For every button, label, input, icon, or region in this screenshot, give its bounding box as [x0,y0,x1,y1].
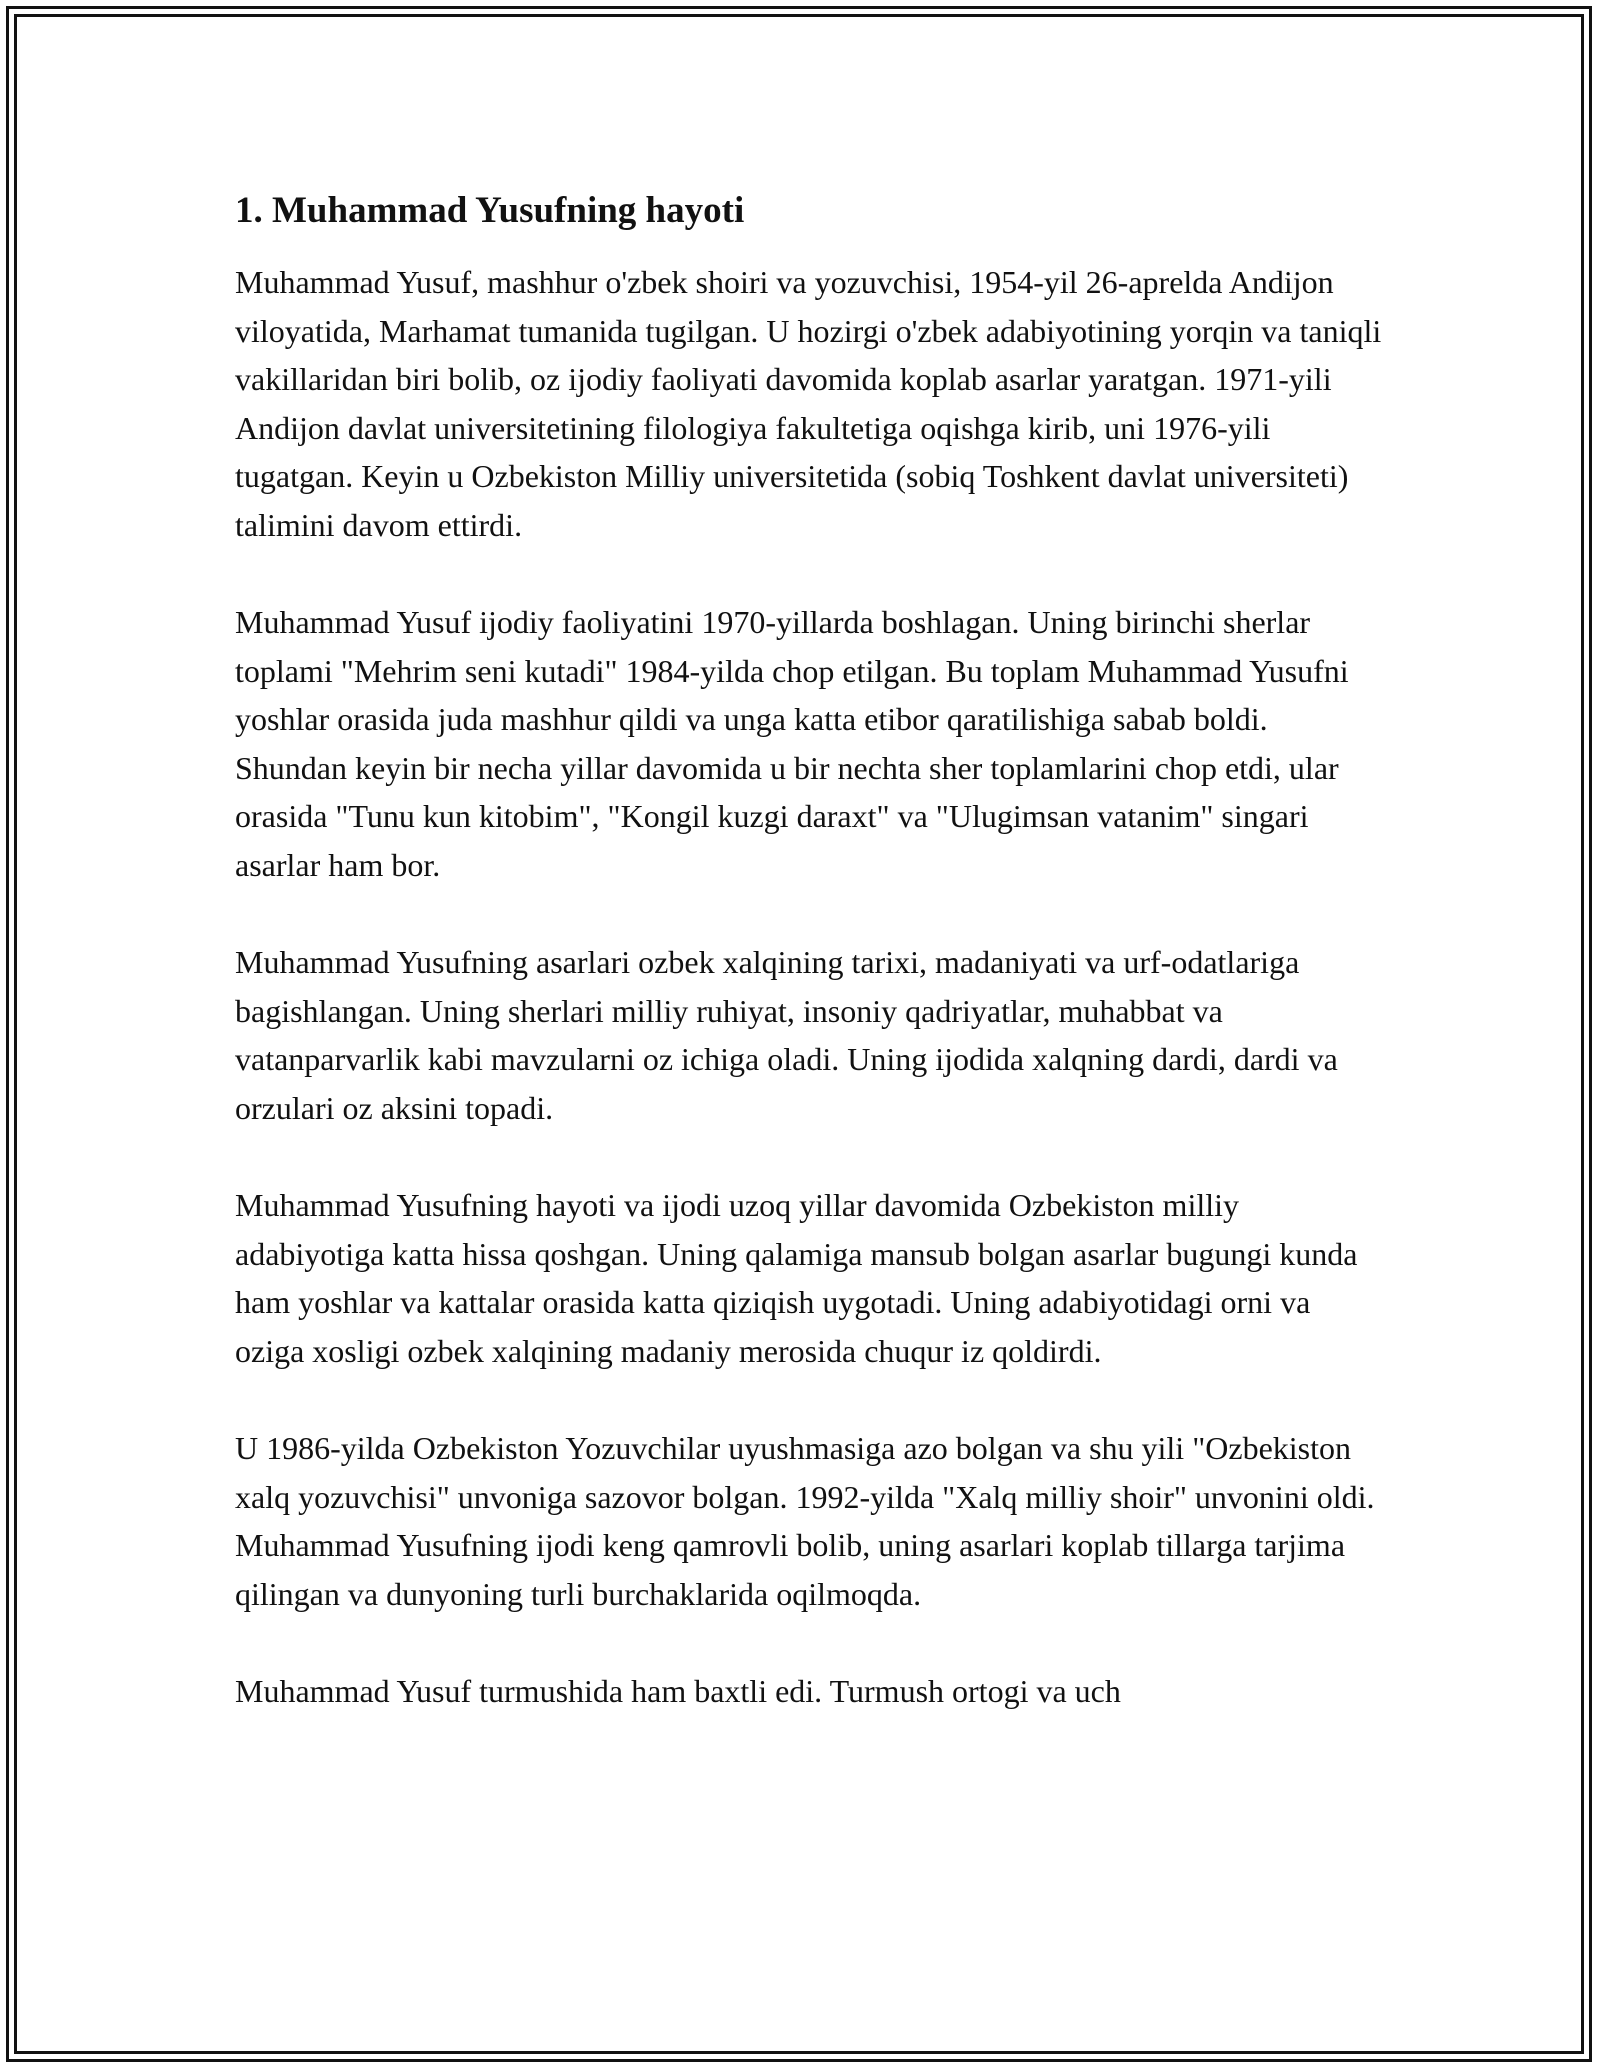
paragraph-4: Muhammad Yusufning hayoti va ijodi uzoq yillar davomida Ozbekiston milliy adabiyotiga katta hissa qoshgan. Uning qalamiga mansub bolgan asarlar bugungi kunda ham yoshlar va kattalar orasida katta qiziqish uygotadi. Uning adabiyotidagi orni va oziga xosligi ozbek xalqining madaniy merosida chuqur iz qoldirdi. [235,1187,1358,1369]
paragraph-2: Muhammad Yusuf ijodiy faoliyatini 1970-yillarda boshlagan. Uning birinchi sherlar toplami "Mehrim seni kutadi" 1984-yilda chop etilgan. Bu toplam Muhammad Yusufni yoshlar orasida juda mashhur qildi va unga katta etibor qaratilishiga sabab boldi. Shundan keyin bir necha yillar davomida u bir nechta sher toplamlarini chop etdi, ular orasida "Tunu kun kitobim", "Kongil kuzgi daraxt" va "Ulugimsan vatanim" singari asarlar ham bor. [235,604,1349,883]
paragraph-6: Muhammad Yusuf turmushida ham baxtli edi. Turmush ortogi va uch [235,1673,1121,1709]
paragraph-1: Muhammad Yusuf, mashhur o'zbek shoiri va yozuvchisi, 1954-yil 26-aprelda Andijon viloyatida, Marhamat tumanida tugilgan. U hozirgi o'zbek adabiyotining yorqin va taniqli vakillaridan biri bolib, oz ijodiy faoliyati davomida koplab asarlar yaratgan. 1971-yili Andijon davlat universitetining filologiya fakultetiga oqishga kirib, uni 1976-yili tugatgan. Keyin u Ozbekiston Milliy universitetida (sobiq Toshkent davlat universiteti) talimini davom ettirdi. [235,264,1382,543]
section-heading: 1. Muhammad Yusufning hayoti [235,190,745,231]
paragraph-3: Muhammad Yusufning asarlari ozbek xalqining tarixi, madaniyati va urf-odatlariga bagishlangan. Uning sherlari milliy ruhiyat, insoniy qadriyatlar, muhabbat va vatanparvarlik kabi mavzularni oz ichiga oladi. Uning ijodida xalqning dardi, dardi va orzulari oz aksini topadi. [235,944,1338,1126]
document-body [235,188,1385,1765]
paragraph-5: U 1986-yilda Ozbekiston Yozuvchilar uyushmasiga azo bolgan va shu yili "Ozbekiston xalq yozuvchisi" unvoniga sazovor bolgan. 1992-yilda "Xalq milliy shoir" unvonini oldi. Muhammad Yusufning ijodi keng qamrovli bolib, uning asarlari koplab tillarga tarjima qilingan va dunyoning turli burchaklarida oqilmoqda. [235,1430,1375,1612]
